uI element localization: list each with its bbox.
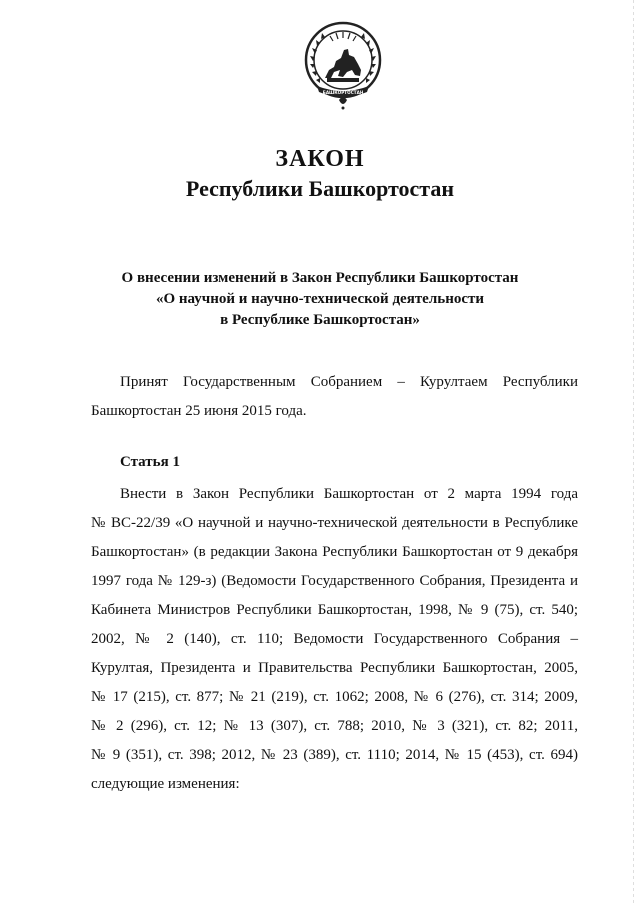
article-line: Внести в Закон Республики Башкортостан от 2 марта 1994 года — [120, 486, 578, 502]
adoption-paragraph — [91, 368, 578, 426]
law-republic-subtitle: Республики Башкортостан — [185, 176, 455, 201]
article-line: 2002, № 2 (140), ст. 110; Ведомости Государственного Собрания – — [91, 631, 578, 647]
article-line: № 9 (351), ст. 398; 2012, № 23 (389), ст. 1110; 2014, № 15 (453), ст. 694) — [91, 747, 578, 763]
subject-line: в Республике Башкортостан» — [220, 312, 420, 328]
article-line: 1997 года № 129-з) (Ведомости Государственного Собрания, Президента и — [91, 573, 578, 589]
article-heading: Статья 1 — [120, 454, 180, 470]
article-line: № 17 (215), ст. 877; № 21 (219), ст. 1062; 2008, № 6 (276), ст. 314; 2009, — [91, 689, 578, 705]
law-subject — [0, 268, 640, 331]
adoption-line: Принят Государственным Собранием – Курултаем Республики — [120, 374, 578, 390]
subject-line: «О научной и научно-технической деятельности — [155, 291, 484, 307]
adoption-line: Башкортостан 25 июня 2015 года. — [91, 403, 307, 419]
coat-of-arms-icon — [303, 20, 383, 112]
article-line: Башкортостан» (в редакции Закона Республики Башкортостан от 9 декабря — [91, 544, 578, 560]
article-line: № 2 (296), ст. 12; № 13 (307), ст. 788; 2010, № 3 (321), ст. 82; 2011, — [91, 718, 578, 734]
scan-edge — [633, 0, 634, 905]
article-line: следующие изменения: — [91, 776, 240, 792]
subject-line: О внесении изменений в Закон Республики Башкортостан — [121, 270, 519, 286]
article-line: № ВС-22/39 «О научной и научно-технической деятельности в Республике — [91, 515, 578, 531]
svg-text:БАШКОРТОСТАН: БАШКОРТОСТАН — [322, 90, 364, 95]
article-line: Кабинета Министров Республики Башкортостан, 1998, № 9 (75), ст. 540; — [91, 602, 578, 618]
law-title: ЗАКОН — [275, 146, 365, 172]
article-paragraph — [91, 480, 578, 799]
article-line: Курултая, Президента и Правительства Республики Башкортостан, 2005, — [91, 660, 578, 676]
